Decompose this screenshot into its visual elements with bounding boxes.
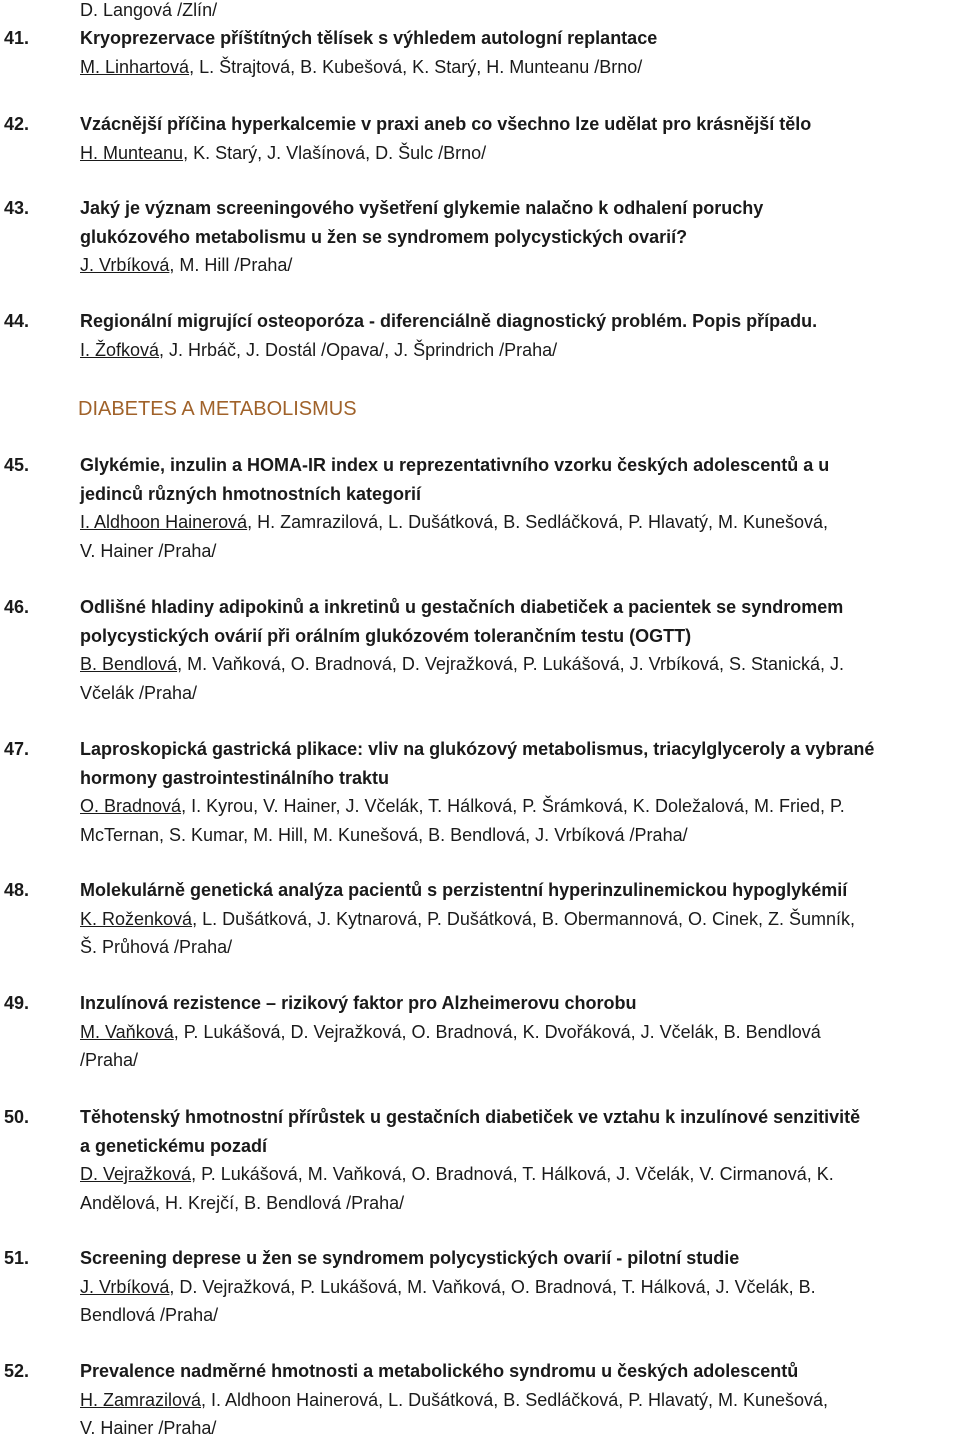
abstract-authors-line <box>80 650 844 678</box>
abstract-authors-line <box>80 1189 404 1217</box>
co-authors: , L. Dušátková, J. Kytnarová, P. Dušátková, B. Obermannová, O. Cinek, Z. Šumník, <box>192 908 856 929</box>
presenting-author: I. Žofková <box>80 339 160 360</box>
abstract-title-line: polycystických ovárií při orálním glukózovém tolerančním testu (OGTT) <box>80 625 692 646</box>
co-authors: , I. Aldhoon Hainerová, L. Dušátková, B. Sedláčková, P. Hlavatý, M. Kunešová, <box>201 1389 829 1410</box>
abstract-authors-line <box>80 508 828 536</box>
abstract-number: 43. <box>4 198 30 218</box>
abstract-authors-line <box>80 1046 138 1074</box>
abstract-title-line: Těhotenský hmotnostní přírůstek u gestačních diabetiček ve vztahu k inzulínové senzitivitě <box>80 1107 861 1127</box>
abstract-number: 44. <box>4 311 30 331</box>
abstract-authors-line <box>80 679 197 707</box>
co-authors: V. Hainer /Praha/ <box>80 540 217 561</box>
abstract-authors-line <box>80 1414 216 1442</box>
presenting-author: D. Vejražková <box>80 1164 192 1184</box>
abstract-authors-line <box>80 1386 828 1414</box>
co-authors: /Praha/ <box>80 1050 139 1070</box>
co-authors: , D. Vejražková, P. Lukášová, M. Vaňková, O. Bradnová, T. Hálková, J. Včelák, B. <box>169 1276 816 1297</box>
presenting-author: H. Munteanu <box>80 142 184 163</box>
presenting-author: B. Bendlová <box>80 654 178 674</box>
abstract-title-line: Jaký je význam screeningového vyšetření glykemie nalačno k odhalení poruchy <box>80 198 764 218</box>
co-authors: McTernan, S. Kumar, M. Hill, M. Kunešová, B. Bendlová, J. Vrbíková /Praha/ <box>80 824 688 845</box>
abstract-authors-line <box>80 251 292 279</box>
co-authors: , P. Lukášová, D. Vejražková, O. Bradnová, K. Dvořáková, J. Včelák, B. Bendlová <box>173 1021 821 1042</box>
abstract-authors-line <box>80 1273 816 1301</box>
presenting-author: I. Aldhoon Hainerová <box>80 512 248 532</box>
abstract-authors-line <box>80 336 557 364</box>
abstract-number: 49. <box>4 993 30 1013</box>
co-authors: , H. Zamrazilová, L. Dušátková, B. Sedláčková, P. Hlavatý, M. Kunešová, <box>247 512 829 532</box>
abstract-authors-line <box>80 1018 821 1046</box>
abstract-title-line: Vzácnější příčina hyperkalcemie v praxi aneb co všechno lze udělat pro krásnější tělo <box>80 114 812 134</box>
presenting-author: K. Roženková <box>80 908 193 929</box>
abstract-number: 45. <box>4 455 30 475</box>
section-heading: DIABETES A METABOLISMUS <box>78 398 357 420</box>
abstract-title-line: Laproskopická gastrická plikace: vliv na glukózový metabolismus, triacylglyceroly a vybrané <box>80 739 875 759</box>
presenting-author: O. Bradnová <box>80 796 182 816</box>
abstract-authors-line <box>80 139 486 167</box>
abstract-authors-line <box>80 537 216 565</box>
abstract-title-line: a genetickému pozadí <box>80 1135 268 1156</box>
continued-author-line: D. Langová /Zlín/ <box>80 0 218 20</box>
co-authors: , J. Hrbáč, J. Dostál /Opava/, J. Šprindrich /Praha/ <box>159 339 558 360</box>
co-authors: , L. Štrajtová, B. Kubešová, K. Starý, H. Munteanu /Brno/ <box>189 56 643 77</box>
abstract-title-line: Regionální migrující osteoporóza - diferenciálně diagnostický problém. Popis případu. <box>80 311 818 331</box>
abstract-title-line: hormony gastrointestinálního traktu <box>80 767 390 788</box>
presenting-author: J. Vrbíková <box>80 255 170 275</box>
abstract-number: 46. <box>4 597 30 617</box>
abstract-number: 47. <box>4 739 30 759</box>
co-authors: , K. Starý, J. Vlašínová, D. Šulc /Brno/ <box>183 142 487 163</box>
co-authors: Včelák /Praha/ <box>80 682 198 703</box>
co-authors: , M. Vaňková, O. Bradnová, D. Vejražková, P. Lukášová, J. Vrbíková, S. Stanická, J. <box>177 654 845 674</box>
presenting-author: J. Vrbíková <box>80 1276 170 1297</box>
co-authors: , I. Kyrou, V. Hainer, J. Včelák, T. Hálková, P. Šrámková, K. Doležalová, M. Fried, P. <box>181 796 845 816</box>
abstract-title-line: Prevalence nadměrné hmotnosti a metabolického syndromu u českých adolescentů <box>80 1361 799 1381</box>
abstract-number: 50. <box>4 1107 30 1127</box>
abstract-number: 41. <box>4 28 30 48</box>
co-authors: Š. Průhová /Praha/ <box>80 937 233 957</box>
abstract-title-line: Odlišné hladiny adipokinů a inkretinů u gestačních diabetiček a pacientek se syndromem <box>80 597 844 617</box>
presenting-author: H. Zamrazilová <box>80 1389 202 1410</box>
presenting-author: M. Linhartová <box>80 56 190 77</box>
abstract-title-line: Molekulárně genetická analýza pacientů s perzistentní hyperinzulinemickou hypoglykémií <box>80 880 848 900</box>
abstract-title-line: Kryoprezervace příštítných tělísek s výhledem autologní replantace <box>80 28 658 48</box>
abstract-authors-line <box>80 1301 218 1329</box>
abstract-number: 48. <box>4 880 30 900</box>
co-authors: , P. Lukášová, M. Vaňková, O. Bradnová, T. Hálková, J. Včelák, V. Cirmanová, K. <box>191 1164 834 1184</box>
abstract-title-line: Glykémie, inzulin a HOMA-IR index u reprezentativního vzorku českých adolescentů a u <box>80 455 830 475</box>
abstract-authors-line <box>80 1160 834 1188</box>
abstract-authors-line <box>80 905 855 933</box>
abstract-authors-line <box>80 792 845 820</box>
abstract-title-line: jedinců různých hmotnostních kategorií <box>80 483 422 504</box>
abstract-number: 51. <box>4 1248 30 1268</box>
co-authors: , M. Hill /Praha/ <box>169 255 293 275</box>
abstract-title-line: glukózového metabolismu u žen se syndromem polycystických ovarií? <box>80 226 688 247</box>
abstract-authors-line <box>80 53 642 81</box>
co-authors: Bendlová /Praha/ <box>80 1305 219 1325</box>
abstract-number: 42. <box>4 114 30 134</box>
co-authors: V. Hainer /Praha/ <box>80 1418 217 1438</box>
abstract-authors-line <box>80 821 688 849</box>
abstract-title-line: Inzulínová rezistence – rizikový faktor pro Alzheimerovu chorobu <box>80 993 637 1013</box>
abstract-authors-line <box>80 933 232 961</box>
presenting-author: M. Vaňková <box>80 1021 174 1042</box>
abstract-number: 52. <box>4 1361 30 1381</box>
abstract-title-line: Screening deprese u žen se syndromem polycystických ovarií - pilotní studie <box>80 1248 740 1268</box>
co-authors: Andělová, H. Krejčí, B. Bendlová /Praha/ <box>80 1192 405 1213</box>
